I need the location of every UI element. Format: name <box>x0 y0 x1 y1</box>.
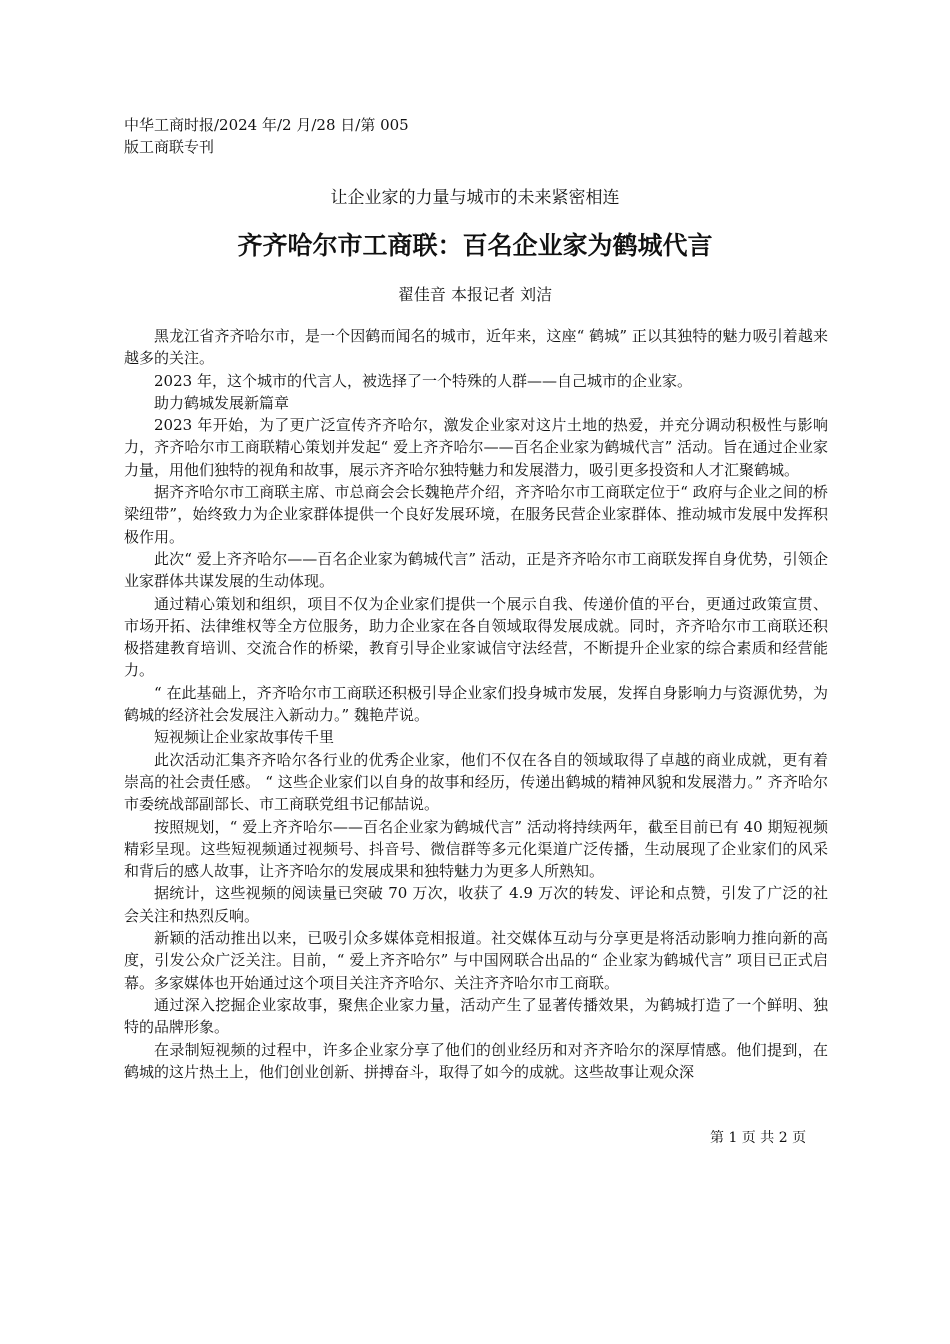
source-line: 版工商联专刊 <box>124 138 215 156</box>
paragraph: 据统计，这些视频的阅读量已突破 70 万次，收获了 4.9 万次的转发、评论和点赞，引发了广泛的社会关注和热烈反响。 <box>124 884 828 925</box>
page-indicator: 第 1 页 共 2 页 <box>710 1130 807 1146</box>
paragraph: 通过精心策划和组织，项目不仅为企业家们提供一个展示自我、传递价值的平台，更通过政策宣贯、市场开拓、法律维权等全方位服务，助力企业家在各自领域取得发展成就。同时，齐齐哈尔市工商联还积极搭建教育培训、交流合作的桥梁，教育引导企业家诚信守法经营，不断提升企业家的综合素质和经营能力。 <box>124 594 828 680</box>
source-line: 中华工商时报/2024 年/2 月/28 日/第 005 <box>124 116 409 134</box>
source-info <box>124 114 544 158</box>
article-body <box>124 325 828 1083</box>
section-heading: 助力鹤城发展新篇章 <box>154 393 290 412</box>
paragraph: 通过深入挖掘企业家故事，聚焦企业家力量，活动产生了显著传播效果，为鹤城打造了一个鲜明、独特的品牌形象。 <box>124 995 828 1037</box>
paragraph: 2023 年，这个城市的代言人，被选择了一个特殊的人群——自己城市的企业家。 <box>154 371 692 390</box>
paragraph: 此次活动汇集齐齐哈尔各行业的优秀企业家，他们不仅在各自的领域取得了卓越的商业成就，更有着崇高的社会责任感。 “ 这些企业家们以自身的故事和经历，传递出鹤城的精神风貌和发展潜力。” 齐齐哈尔市委统战部副部长、市工商联党组书记郁喆说。 <box>124 750 828 814</box>
paragraph: 据齐齐哈尔市工商联主席、市总商会会长魏艳芹介绍，齐齐哈尔市工商联定位于“ 政府与企业之间的桥梁纽带”，始终致力为企业家群体提供一个良好发展环境，在服务民营企业家群体、推动城市发展中发挥积极作用。 <box>124 483 828 546</box>
quote-paragraph: “ 在此基础上，齐齐哈尔市工商联还积极引导企业家们投身城市发展，发挥自身影响力与资源优势，为鹤城的经济社会发展注入新动力。” 魏艳芹说。 <box>124 683 828 725</box>
article-byline: 翟佳音 本报记者 刘洁 <box>397 285 553 304</box>
article-title: 齐齐哈尔市工商联：百名企业家为鹤城代言 <box>237 231 713 260</box>
paragraph: 此次“ 爱上齐齐哈尔——百名企业家为鹤城代言” 活动，正是齐齐哈尔市工商联发挥自身优势，引领企业家群体共谋发展的生动体现。 <box>124 549 828 591</box>
paragraph: 黑龙江省齐齐哈尔市，是一个因鹤而闻名的城市，近年来，这座“ 鹤城” 正以其独特的魅力吸引着越来越多的关注。 <box>124 327 828 368</box>
paragraph: 新颖的活动推出以来，已吸引众多媒体竞相报道。社交媒体互动与分享更是将活动影响力推向新的高度，引发公众广泛关注。目前，“ 爱上齐齐哈尔” 与中国网联合出品的“ 企业家为鹤城代言” 项目已正式启幕。多家媒体也开始通过这个项目关注齐齐哈尔、关注齐齐哈尔市工商联。 <box>124 929 828 992</box>
article-subtitle: 让企业家的力量与城市的未来紧密相连 <box>330 188 620 208</box>
paragraph: 按照规划，“ 爱上齐齐哈尔——百名企业家为鹤城代言” 活动将持续两年，截至目前已有 40 期短视频精彩呈现。这些短视频通过视频号、抖音号、微信群等多元化渠道广泛传播，生动展现了企业家们的风采和背后的感人故事，让齐齐哈尔的发展成果和独特魅力为更多人所熟知。 <box>124 817 828 881</box>
paragraph: 在录制短视频的过程中，许多企业家分享了他们的创业经历和对齐齐哈尔的深厚情感。他们提到，在鹤城的这片热土上，他们创业创新、拼搏奋斗，取得了如今的成就。这些故事让观众深 <box>124 1040 828 1081</box>
section-heading: 短视频让企业家故事传千里 <box>154 728 335 747</box>
paragraph: 2023 年开始，为了更广泛宣传齐齐哈尔，激发企业家对这片土地的热爱，并充分调动积极性与影响力，齐齐哈尔市工商联精心策划并发起“ 爱上齐齐哈尔——百名企业家为鹤城代言” 活动。旨在通过企业家力量，用他们独特的视角和故事，展示齐齐哈尔独特魅力和发展潜力，吸引更多投资和人才汇聚鹤城。 <box>124 416 828 479</box>
